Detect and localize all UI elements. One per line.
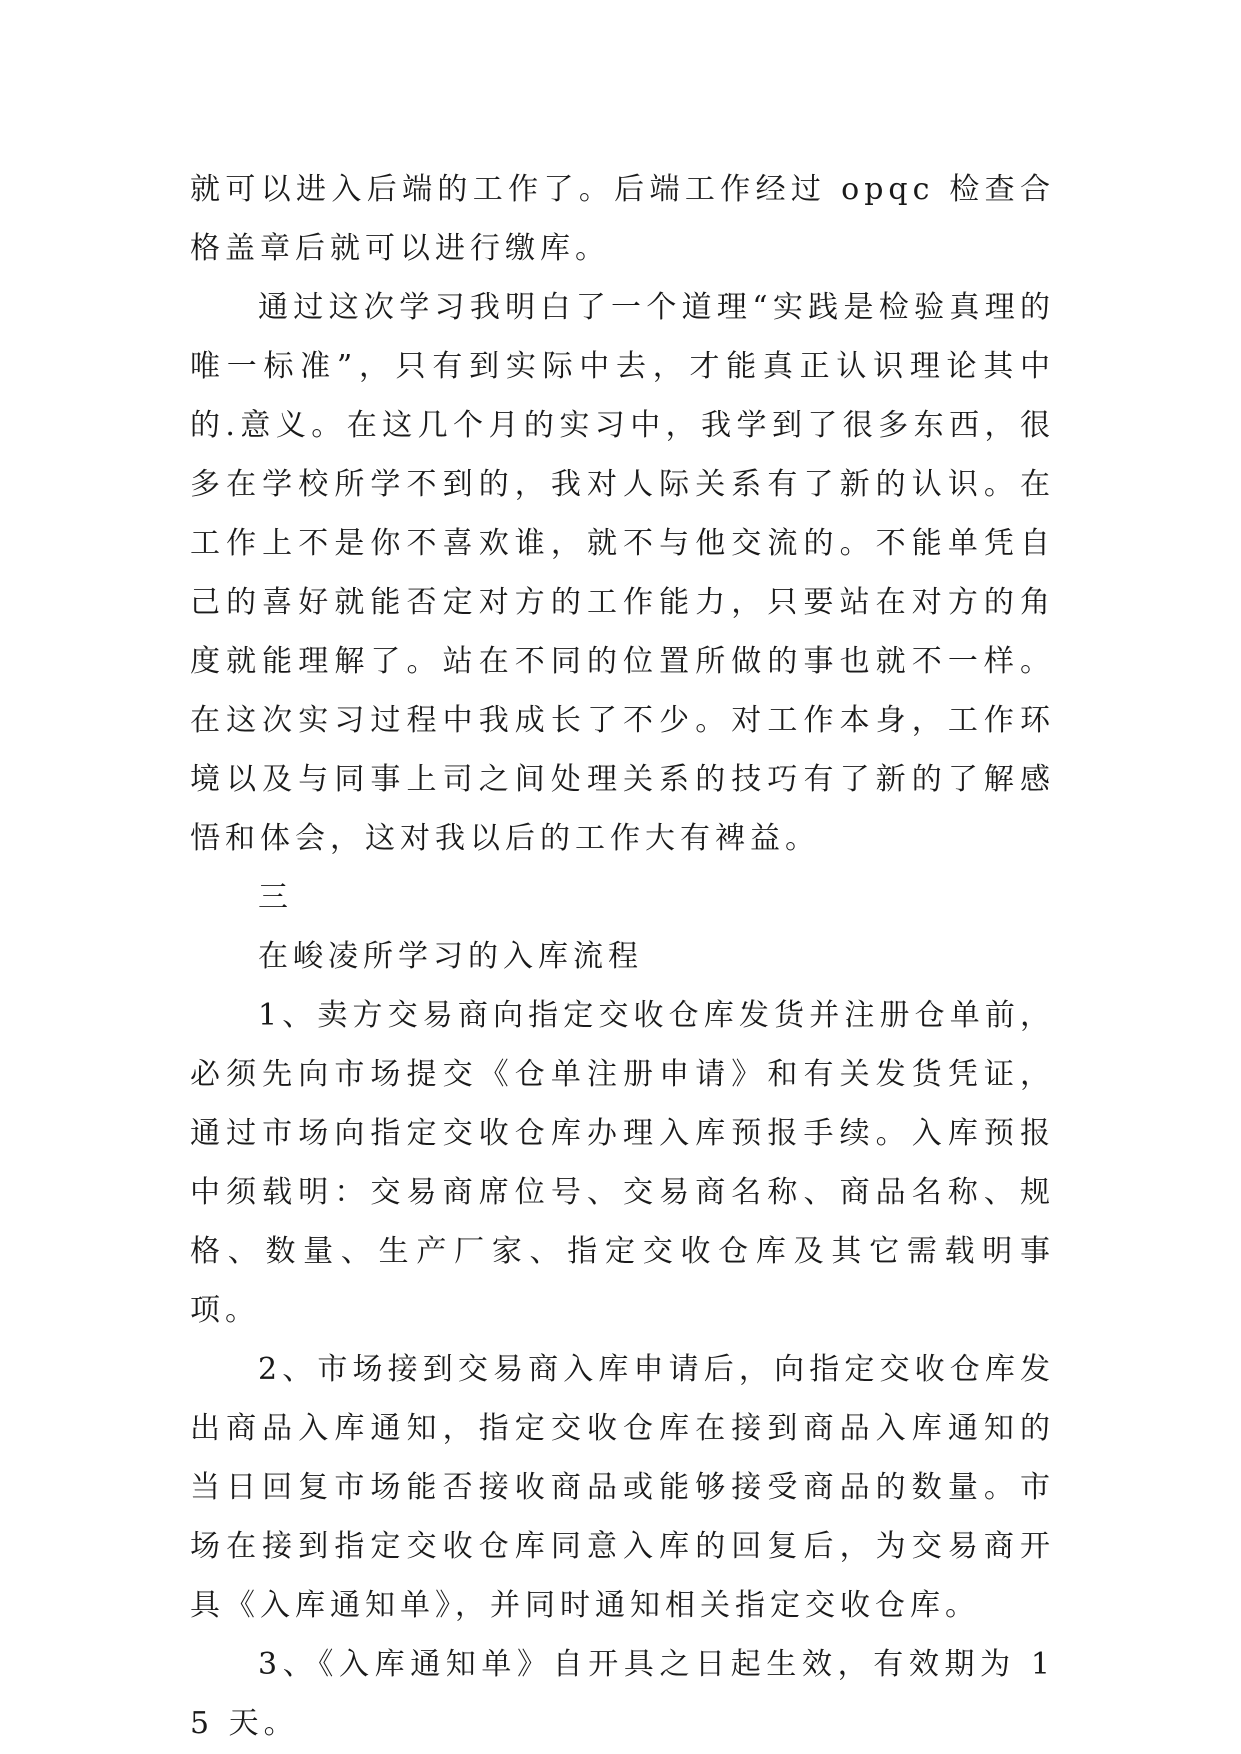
paragraph-reflection: 通过这次学习我明白了一个道理“实践是检验真理的唯一标准”，只有到实际中去，才能真正认识理论其中的.意义。在这几个月的实习中，我学到了很多东西，很多在学校所学不到的，我对人际关系有了新的认识。在工作上不是你不喜欢谁，就不与他交流的。不能单凭自己的喜好就能否定对方的工作能力，只要站在对方的角度就能理解了。站在不同的位置所做的事也就不一样。在这次实习过程中我成长了不少。对工作本身，工作环境以及与同事上司之间处理关系的技巧有了新的了解感悟和体会，这对我以后的工作大有裨益。 bbox=[190, 290, 1055, 856]
document-body bbox=[190, 160, 1055, 1753]
paragraph-step-2: 2、市场接到交易商入库申请后，向指定交收仓库发出商品入库通知，指定交收仓库在接到商品入库通知的当日回复市场能否接收商品或能够接受商品的数量。市场在接到指定交收仓库同意入库的回复后，为交易商开具《入库通知单》，并同时通知相关指定交收仓库。 bbox=[190, 1352, 1055, 1623]
paragraph-step-3: 3、《入库通知单》自开具之日起生效，有效期为 15 天。 bbox=[190, 1647, 1055, 1741]
paragraph-continuation: 就可以进入后端的工作了。后端工作经过 opqc 检查合格盖章后就可以进行缴库。 bbox=[190, 172, 1055, 266]
paragraph-step-1: 1、卖方交易商向指定交收仓库发货并注册仓单前，必须先向市场提交《仓单注册申请》和有关发货凭证，通过市场向指定交收仓库办理入库预报手续。入库预报中须载明：交易商席位号、交易商名称、商品名称、规格、数量、生产厂家、指定交收仓库及其它需载明事项。 bbox=[190, 998, 1055, 1328]
section-number: 三 bbox=[258, 880, 293, 915]
section-heading: 在峻凌所学习的入库流程 bbox=[258, 939, 643, 974]
